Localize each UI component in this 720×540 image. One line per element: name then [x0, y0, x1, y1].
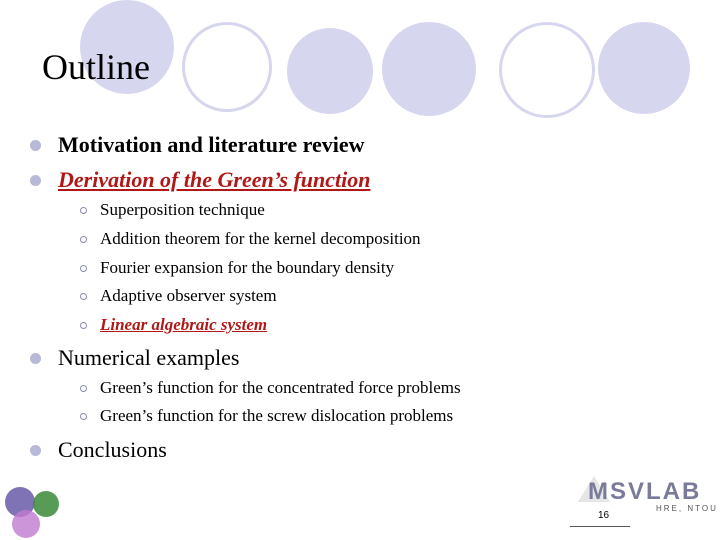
sub-bullet-icon — [80, 385, 87, 392]
decor-ring-2 — [499, 22, 595, 118]
subitem-concentrated-force — [80, 378, 461, 398]
outline-item-label: Numerical examples — [58, 345, 240, 370]
footer-divider — [570, 526, 630, 527]
outline-item-numerical — [30, 345, 239, 371]
subitem-superposition — [80, 200, 265, 220]
sub-bullet-icon — [80, 236, 87, 243]
decor-ring-1 — [182, 22, 272, 112]
subitem-addition-theorem — [80, 229, 421, 249]
sub-bullet-icon — [80, 413, 87, 420]
bullet-icon — [30, 140, 41, 151]
outline-item-motivation — [30, 132, 365, 158]
subitem-label: Green’s function for the screw dislocation problems — [100, 406, 454, 425]
outline-item-label: Conclusions — [58, 437, 167, 462]
subitem-label: Linear algebraic system — [100, 315, 268, 334]
decor-circle-4 — [598, 22, 690, 114]
subitem-adaptive-observer — [80, 286, 277, 306]
subitem-label: Green’s function for the concentrated force problems — [100, 378, 461, 397]
subitem-screw-dislocation — [80, 406, 453, 426]
subitem-label: Fourier expansion for the boundary density — [100, 258, 395, 277]
decor-circle-3 — [382, 22, 476, 116]
outline-item-conclusions — [30, 437, 167, 463]
sub-bullet-icon — [80, 322, 87, 329]
bullet-icon — [30, 175, 41, 186]
logo-subtext: HRE, NTOU — [656, 504, 718, 513]
slide-title: Outline — [42, 47, 150, 87]
lab-logo-icon — [0, 484, 62, 540]
sub-bullet-icon — [80, 265, 87, 272]
sub-bullet-icon — [80, 293, 87, 300]
outline-item-derivation — [30, 167, 370, 193]
subitem-label: Superposition technique — [100, 200, 265, 219]
outline-item-label: Motivation and literature review — [58, 132, 365, 157]
outline-item-label: Derivation of the Green’s function — [58, 167, 371, 192]
bullet-icon — [30, 445, 41, 456]
sub-bullet-icon — [80, 207, 87, 214]
subitem-fourier — [80, 258, 394, 278]
subitem-label: Addition theorem for the kernel decomposition — [100, 229, 421, 248]
logo-text: MSVLAB — [588, 478, 702, 505]
subitem-linear-system — [80, 315, 267, 335]
page-number: 16 — [598, 510, 610, 521]
decor-circle-2 — [287, 28, 373, 114]
bullet-icon — [30, 353, 41, 364]
subitem-label: Adaptive observer system — [100, 286, 277, 305]
